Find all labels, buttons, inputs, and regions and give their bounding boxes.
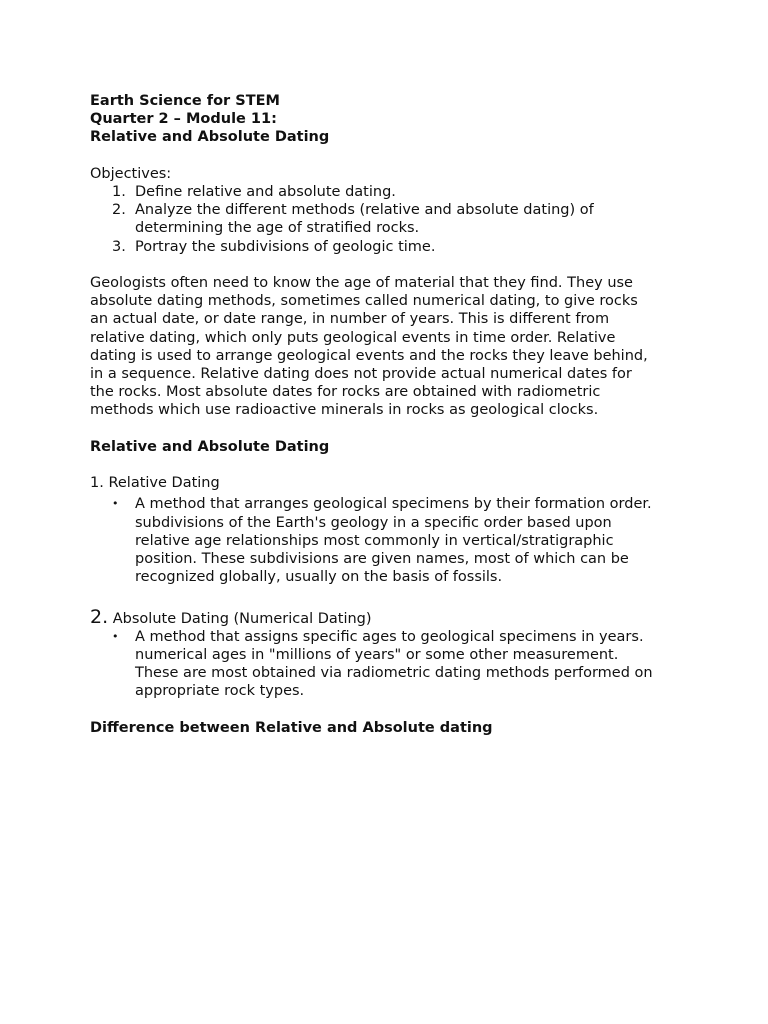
- bullet-line: appropriate rock types.: [135, 683, 305, 700]
- absolute-dating-title: Absolute Dating (Numerical Dating): [112, 610, 372, 627]
- relative-dating-title: 1. Relative Dating: [90, 475, 220, 492]
- absolute-dating-bullet: [90, 628, 690, 701]
- objective-item: [90, 238, 690, 256]
- paragraph-line: Geologists often need to know the age of material that they find. They use: [90, 275, 633, 291]
- paragraph-line: an actual date, or date range, in number of years. This is different from: [90, 311, 610, 328]
- bullet-line: A method that assigns specific ages to geological specimens in years.: [135, 628, 644, 645]
- bullet-line: position. These subdivisions are given names, most of which can be: [135, 551, 629, 568]
- paragraph-line: dating is used to arrange geological events and the rocks they leave behind,: [90, 347, 648, 364]
- relative-dating-section: [90, 474, 690, 586]
- bullet-icon: •: [112, 629, 119, 643]
- objective-item: [90, 183, 690, 201]
- bullet-line: subdivisions of the Earth's geology in a specific order based upon: [135, 514, 612, 531]
- objective-item: [90, 201, 690, 237]
- document-page: [90, 92, 690, 737]
- objective-number: 2.: [112, 202, 126, 219]
- bullet-line: recognized globally, usually on the basis of fossils.: [135, 569, 503, 586]
- difference-heading: Difference between Relative and Absolute dating: [90, 719, 493, 736]
- objective-text: Analyze the different methods (relative and absolute dating) of: [135, 202, 594, 219]
- objectives-label: Objectives:: [90, 165, 172, 182]
- module-label: Quarter 2 – Module 11:: [90, 111, 277, 128]
- bullet-line: These are most obtained via radiometric dating methods performed on: [135, 665, 653, 682]
- absolute-dating-title-row: [90, 605, 690, 628]
- objective-number: 1.: [112, 184, 126, 200]
- relative-dating-bullet: [90, 495, 690, 586]
- module-title: Relative and Absolute Dating: [90, 129, 330, 146]
- section-heading: Relative and Absolute Dating: [90, 438, 330, 455]
- absolute-dating-section: [90, 605, 690, 701]
- objective-text: Define relative and absolute dating.: [135, 184, 396, 200]
- document-header: [90, 92, 690, 147]
- objective-number: 3.: [112, 238, 126, 255]
- bullet-line: numerical ages in "millions of years" or some other measurement.: [135, 647, 619, 664]
- paragraph-line: absolute dating methods, sometimes called numerical dating, to give rocks: [90, 293, 638, 310]
- course-title: Earth Science for STEM: [90, 93, 280, 109]
- bullet-icon: •: [112, 497, 119, 511]
- paragraph-line: the rocks. Most absolute dates for rocks are obtained with radiometric: [90, 384, 601, 401]
- paragraph-line: relative dating, which only puts geological events in time order. Relative: [90, 329, 616, 346]
- objectives-list: [90, 183, 690, 256]
- bullet-line: relative age relationships most commonly in vertical/stratigraphic: [135, 532, 614, 549]
- paragraph-line: in a sequence. Relative dating does not provide actual numerical dates for: [90, 366, 632, 383]
- absolute-dating-number: 2.: [90, 605, 109, 628]
- objective-text: determining the age of stratified rocks.: [135, 220, 420, 237]
- bullet-line: A method that arranges geological specimens by their formation order.: [135, 496, 652, 513]
- objective-text: Portray the subdivisions of geologic time.: [135, 238, 436, 255]
- intro-paragraph: [90, 274, 690, 420]
- paragraph-line: methods which use radioactive minerals in rocks as geological clocks.: [90, 402, 599, 419]
- objectives-section: [90, 165, 690, 256]
